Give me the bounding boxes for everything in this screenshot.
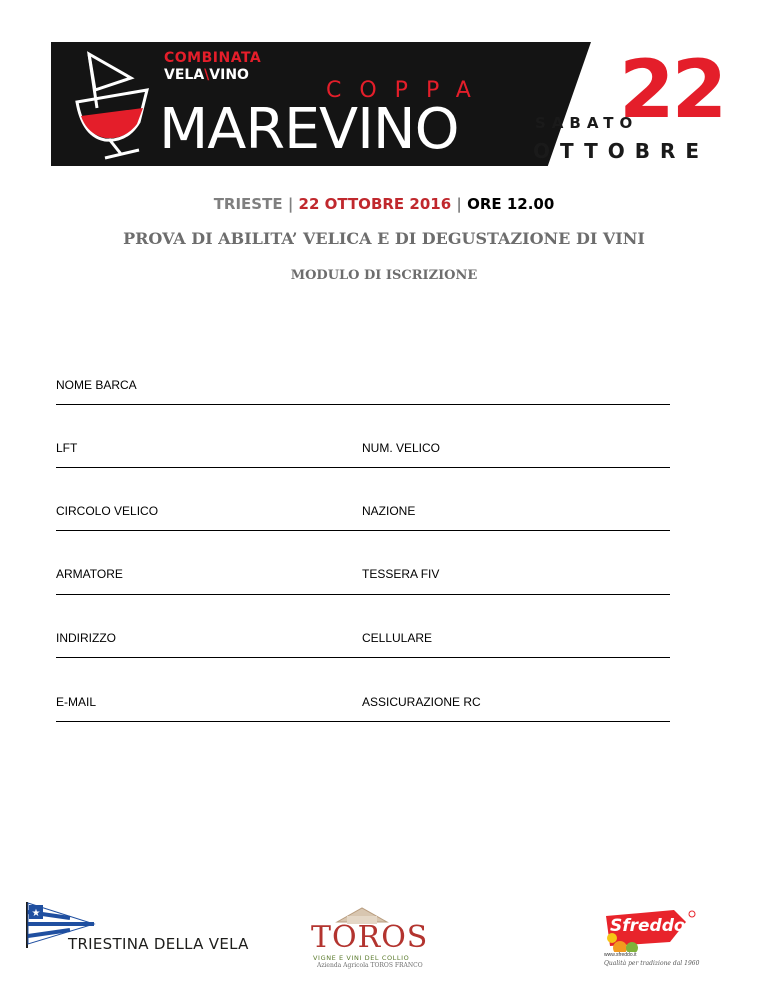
sfreddo-logo xyxy=(600,908,700,968)
banner-sabato: SABATO xyxy=(535,114,639,132)
field-nome-barca[interactable] xyxy=(56,404,670,405)
event-info-line xyxy=(0,195,768,213)
svg-text:★: ★ xyxy=(31,908,41,919)
field-armatore-tessera[interactable] xyxy=(56,594,670,595)
label-email: E-MAIL xyxy=(56,695,97,709)
banner-vela-vino xyxy=(164,67,249,83)
label-armatore: ARMATORE xyxy=(56,567,123,581)
triestina-della-vela-logo xyxy=(24,900,249,956)
banner-separator: \ xyxy=(204,67,210,83)
event-time: ORE 12.00 xyxy=(467,195,555,213)
label-circolo-velico: CIRCOLO VELICO xyxy=(56,504,159,518)
banner-day: 22 xyxy=(619,43,725,136)
label-assicurazione: ASSICURAZIONE RC xyxy=(362,695,481,709)
field-email-assicurazione[interactable] xyxy=(56,721,670,722)
banner-combinata: COMBINATA xyxy=(164,50,262,66)
banner-vela: VELA xyxy=(164,67,205,83)
toros-logo xyxy=(303,906,429,970)
label-num-velico: NUM. VELICO xyxy=(362,441,441,455)
banner-vino: VINO xyxy=(209,67,249,83)
label-nome-barca: NOME BARCA xyxy=(56,378,137,392)
label-lft: LFT xyxy=(56,441,78,455)
label-cellulare: CELLULARE xyxy=(362,631,433,645)
page-title: PROVA DI ABILITA’ VELICA E DI DEGUSTAZIONE DI VINI xyxy=(123,229,645,248)
toros-name: TOROS xyxy=(311,920,429,955)
event-banner xyxy=(51,42,727,166)
sfreddo-name: Sfreddo xyxy=(610,916,686,936)
sfreddo-website: www.sfreddo.it xyxy=(604,952,637,958)
event-sep-2: | xyxy=(451,195,468,213)
banner-ottobre: OTTOBRE xyxy=(533,139,710,163)
field-circolo-nazione[interactable] xyxy=(56,530,670,531)
sfreddo-tagline: Qualità per tradizione dal 1960 xyxy=(604,960,700,967)
field-lft-num-velico[interactable] xyxy=(56,467,670,468)
banner-marevino: MAREVINO xyxy=(159,97,459,162)
label-nazione: NAZIONE xyxy=(362,504,416,518)
field-indirizzo-cellulare[interactable] xyxy=(56,657,670,658)
page-subtitle: MODULO DI ISCRIZIONE xyxy=(290,268,478,283)
toros-company: Azienda Agricola TOROS FRANCO xyxy=(317,962,423,969)
label-tessera-fiv: TESSERA FIV xyxy=(362,567,440,581)
triestina-name: TRIESTINA DELLA VELA xyxy=(68,935,249,953)
event-city: TRIESTE xyxy=(213,195,283,213)
wine-glass-sail-icon xyxy=(69,50,159,162)
banner-coppa: COPPA xyxy=(326,78,489,103)
event-sep-1: | xyxy=(282,195,299,213)
toros-tagline: VIGNE E VINI DEL COLLIO xyxy=(313,954,410,962)
event-date: 22 OTTOBRE 2016 xyxy=(298,195,452,213)
label-indirizzo: INDIRIZZO xyxy=(56,631,116,645)
